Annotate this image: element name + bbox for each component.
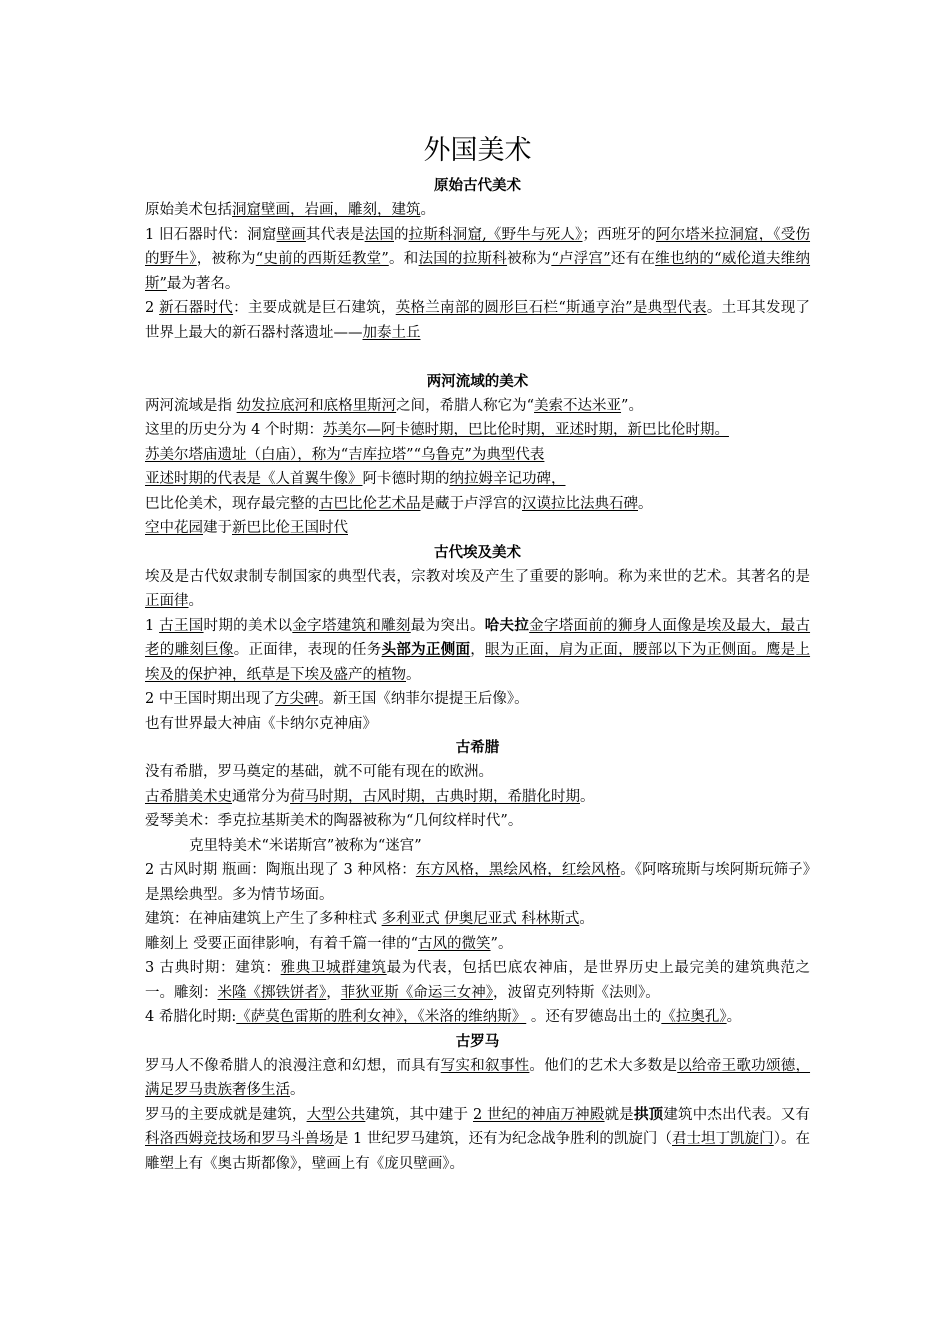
paragraph: 1 古王国时期的美术以金字塔建筑和雕刻最为突出。哈夫拉金字塔面前的狮身人面像是埃及最大，最古老的雕刻巨像。正面律，表现的任务头部为正侧面，眼为正面，肩为正面，腰部以下为正侧面。鹰是上埃及的保护神，纸草是下埃及盛产的植物。	[145, 616, 811, 683]
paragraph: 两河流域是指 幼发拉底河和底格里斯河之间，希腊人称它为“美索不达米亚”。	[145, 397, 643, 414]
paragraph: 4 希腊化时期:《萨莫色雷斯的胜利女神》，《米洛的维纳斯》 。还有罗德岛出土的《拉奥孔》。	[145, 1009, 742, 1025]
section-heading-primitive-art: 原始古代美术	[434, 178, 521, 194]
paragraph: 原始美术包括洞窟壁画，岩画，雕刻，建筑。	[145, 202, 435, 218]
paragraph: 雕刻上 受要正面律影响，有着千篇一律的“古风的微笑”。	[145, 935, 513, 952]
paragraph: 2 中王国时期出现了方尖碑。新王国《纳菲尔提提王后像》。	[145, 691, 529, 707]
blank-line	[145, 345, 810, 370]
paragraph: 建筑：在神庙建筑上产生了多种柱式 多利亚式 伊奥尼亚式 科林斯式。	[145, 911, 594, 927]
paragraph: 苏美尔塔庙遗址（白庙），称为“吉库拉塔”“乌鲁克”为典型代表	[145, 446, 545, 463]
paragraph: 空中花园建于新巴比伦王国时代	[145, 520, 348, 536]
section-heading-ancient-rome: 古罗马	[455, 1033, 500, 1050]
paragraph: 罗马的主要成就是建筑，大型公共建筑，其中建于 2 世纪的神庙万神殿就是拱顶建筑中杰出代表。又有科洛西姆竞技场和罗马斗兽场是 1 世纪罗马建筑，还有为纪念战争胜利的凯旋门（君士坦丁凯旋门）。在雕塑上有《奥古斯都像》，壁画上有《庞贝壁画》。	[145, 1105, 811, 1172]
paragraph: 罗马人不像希腊人的浪漫注意和幻想，而具有写实和叙事性。他们的艺术大多数是以给帝王歌功颂德，满足罗马贵族奢侈生活。	[145, 1057, 811, 1098]
paragraph: 古希腊美术史通常分为荷马时期，古风时期，古典时期，希腊化时期。	[145, 788, 595, 805]
section-heading-egypt: 古代埃及美术	[434, 544, 521, 561]
section-heading-mesopotamia: 两河流域的美术	[426, 373, 529, 390]
paragraph: 2 新石器时代：主要成就是巨石建筑，英格兰南部的圆形巨石栏“斯通亨治”是典型代表。土耳其发现了世界上最大的新石器村落遗址——加泰土丘	[145, 300, 811, 341]
paragraph: 巴比伦美术，现存最完整的古巴比伦艺术品是藏于卢浮宫的汉谟拉比法典石碑。	[145, 495, 653, 512]
paragraph: 爱琴美术：季克拉基斯美术的陶器被称为“几何纹样时代”。	[145, 813, 523, 829]
page-title: 外国美术	[423, 135, 532, 166]
paragraph: 克里特美术“米诺斯宫”被称为“迷宫”	[189, 837, 422, 854]
document-body	[145, 128, 810, 1176]
paragraph: 2 古风时期 瓶画：陶瓶出现了 3 种风格：东方风格，黑绘风格，红绘风格。《阿喀琉斯与埃阿斯玩筛子》是黑绘典型。多为情节场面。	[145, 862, 811, 903]
paragraph: 3 古典时期：建筑：雅典卫城群建筑最为代表，包括巴底农神庙，是世界历史上最完美的建筑典范之一。雕刻：米隆《掷铁饼者》，菲狄亚斯《命运三女神》，波留克列特斯《法则》。	[145, 960, 811, 1001]
paragraph: 亚述时期的代表是《人首翼牛像》阿卡德时期的纳拉姆辛记功碑，	[145, 471, 566, 487]
section-heading-ancient-greece: 古希腊	[455, 740, 500, 756]
paragraph: 也有世界最大神庙《卡纳尔克神庙》	[145, 715, 377, 732]
paragraph: 1 旧石器时代：洞窟壁画其代表是法国的拉斯科洞窟,《野牛与死人》；西班牙的阿尔塔米拉洞窟，《受伤的野牛》，被称为“史前的西斯廷教堂”。和法国的拉斯科被称为“卢浮宫”还有在维也纳的“威伦道夫维纳斯”最为著名。	[145, 226, 811, 292]
paragraph: 埃及是古代奴隶制专制国家的典型代表，宗教对埃及产生了重要的影响。称为来世的艺术。其著名的是正面律。	[145, 568, 810, 609]
paragraph: 这里的历史分为 4 个时期：苏美尔—阿卡德时期，巴比伦时期，亚述时期，新巴比伦时期。	[145, 422, 729, 438]
paragraph: 没有希腊，罗马奠定的基础，就不可能有现在的欧洲。	[145, 764, 493, 780]
